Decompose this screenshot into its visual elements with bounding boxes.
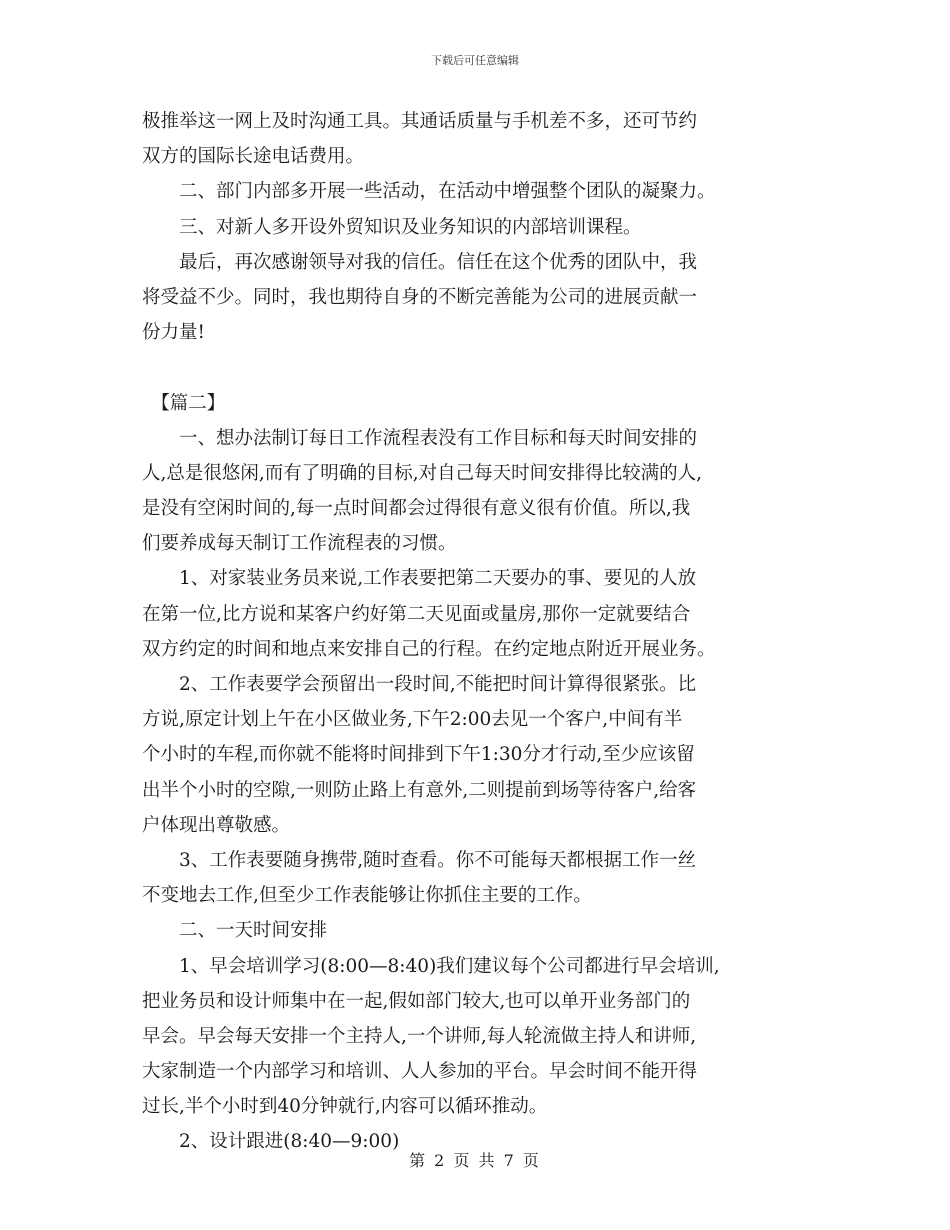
text-line: 2、设计跟进(8:40—9:00) — [142, 1131, 400, 1153]
text-line: 极推举这一网上及时沟通工具。其通话质量与手机差不多，还可节约 — [142, 111, 698, 132]
text-line: 二、部门内部多开展一些活动，在活动中增强整个团队的凝聚力。 — [142, 181, 716, 203]
body-text — [142, 104, 822, 1160]
text-line: 个小时的车程,而你就不能将时间排到下午1:30分才行动,至少应该留 — [142, 744, 695, 766]
page-header: 下载后可任意编辑 — [431, 54, 519, 67]
text-line: 不变地去工作,但至少工作表能够让你抓住主要的工作。 — [142, 885, 592, 907]
text-line: 大家制造一个内部学习和培训、人人参加的平台。早会时间不能开得 — [142, 1061, 698, 1083]
text-line: 人,总是很悠闲,而有了明确的目标,对自己每天时间安排得比较满的人, — [142, 462, 703, 484]
text-line: 将受益不少。同时，我也期待自身的不断完善能为公司的进展贡献一 — [142, 286, 698, 308]
text-line: 把业务员和设计师集中在一起,假如部门较大,也可以单开业务部门的 — [142, 990, 691, 1012]
text-line: 早会。早会每天安排一个主持人,一个讲师,每人轮流做主持人和讲师, — [142, 1025, 697, 1047]
text-line: 在第一位,比方说和某客户约好第二天见面或量房,那你一定就要结合 — [142, 603, 691, 625]
text-line: 3、工作表要随身携带,随时查看。你不可能每天都根据工作一丝 — [142, 849, 697, 871]
text-line: 一、想办法制订每日工作流程表没有工作目标和每天时间安排的 — [142, 427, 698, 449]
text-line: 方说,原定计划上午在小区做业务,下午2:00去见一个客户,中间有半 — [142, 709, 683, 731]
text-line: 二、一天时间安排 — [142, 920, 328, 942]
text-line: 双方约定的时间和地点来安排自己的行程。在约定地点附近开展业务。 — [142, 638, 716, 660]
text-line: 三、对新人多开设外贸知识及业务知识的内部培训课程。 — [142, 216, 642, 238]
text-line: 份力量! — [142, 322, 205, 344]
text-line: 过长,半个小时到40分钟就行,内容可以循环推动。 — [142, 1096, 548, 1118]
text-line: 【篇二】 — [142, 392, 226, 414]
text-line: 双方的国际长途电话费用。 — [142, 146, 365, 168]
text-line: 最后，再次感谢领导对我的信任。信任在这个优秀的团队中，我 — [142, 251, 698, 273]
blank-line — [142, 350, 822, 385]
text-line: 们要养成每天制订工作流程表的习惯。 — [142, 533, 457, 555]
text-line: 1、早会培训学习(8:00—8:40)我们建议每个公司都进行早会培训, — [142, 955, 720, 977]
text-line: 是没有空闲时间的,每一点时间都会过得很有意义很有价值。所以,我 — [142, 498, 691, 520]
text-line: 出半个小时的空隙,一则防止路上有意外,二则提前到场等待客户,给客 — [142, 779, 697, 801]
text-line: 2、工作表要学会预留出一段时间,不能把时间计算得很紧张。比 — [142, 674, 697, 695]
text-line: 户体现出尊敬感。 — [142, 814, 291, 836]
text-line: 1、对家装业务员来说,工作表要把第二天要办的事、要见的人放 — [142, 568, 697, 590]
page-footer: 第 2 页 共 7 页 — [409, 1151, 541, 1170]
